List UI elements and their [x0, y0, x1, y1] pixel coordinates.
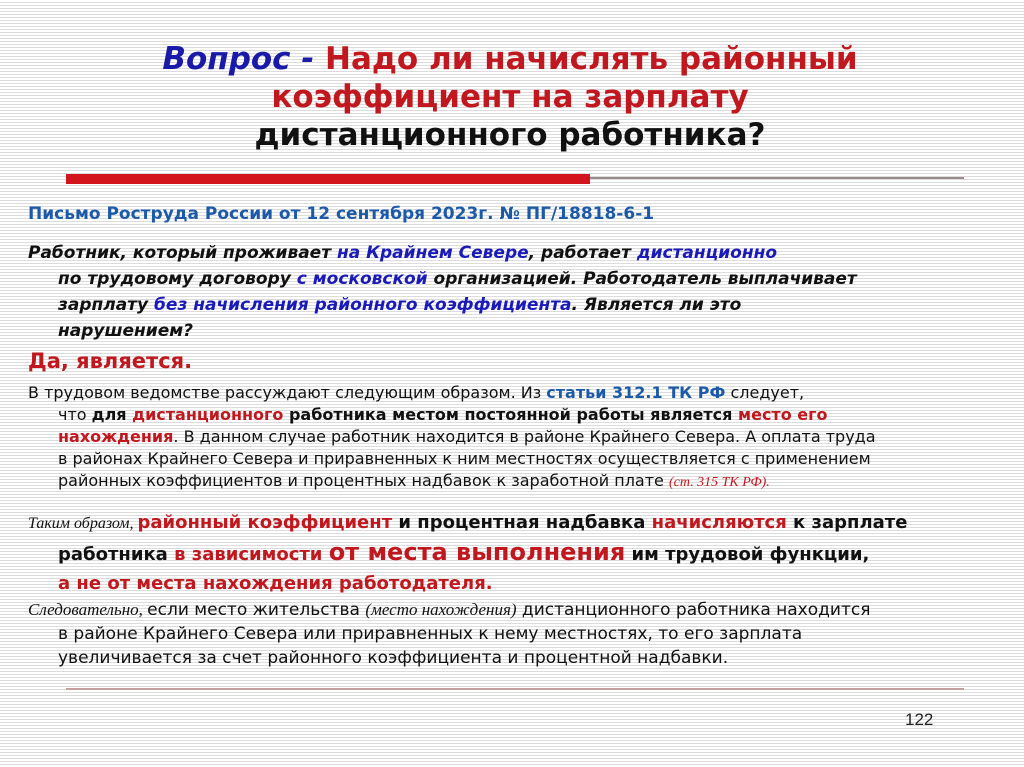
- conclusion-paragraph: [28, 508, 1018, 598]
- conclusion-highlight-place: от места выполнения: [328, 538, 626, 566]
- article-315-reference: (ст. 315 ТК РФ).: [668, 475, 770, 490]
- conclusion-highlight-accrued: начисляются: [651, 512, 787, 533]
- reasoning-paragraph: [28, 382, 1018, 494]
- title-underline-red: [66, 174, 590, 184]
- reasoning-text: районных коэффициентов и процентных надбавок к заработной плате: [58, 471, 669, 490]
- conclusion-highlight-employer: а не от места нахождения работодателя.: [58, 573, 493, 594]
- question-text: по трудовому договору: [58, 269, 297, 289]
- final-intro: Следовательно,: [28, 600, 148, 619]
- final-text: дистанционного работника находится: [516, 600, 871, 620]
- reasoning-bold: для: [91, 405, 133, 424]
- conclusion-intro: Таким образом,: [28, 515, 138, 532]
- title-question-label: Вопрос -: [162, 41, 326, 77]
- question-text: Работник, который проживает: [28, 243, 337, 263]
- final-text: в районе Крайнего Севера или приравненных к нему местностях, то его зарплата: [58, 624, 803, 644]
- footer-divider: [66, 688, 964, 690]
- question-text: зарплату: [58, 295, 155, 315]
- reasoning-text: . В данном случае работник находится в районе Крайнего Севера. А оплата труда: [173, 427, 876, 446]
- page-number: 122: [905, 710, 934, 729]
- question-paragraph: [28, 240, 1018, 344]
- conclusion-text: работника: [58, 544, 175, 565]
- final-aside: (место нахождения): [365, 600, 517, 619]
- question-highlight-coefficient: без начисления районного коэффициента: [154, 295, 572, 315]
- final-paragraph: [28, 598, 1018, 670]
- reasoning-bold: работника местом постоянной работы является: [283, 405, 739, 424]
- question-highlight-north: на Крайнем Севере: [336, 243, 529, 263]
- conclusion-text: к зарплате: [786, 512, 908, 533]
- conclusion-highlight-depending: в зависимости: [174, 544, 329, 565]
- question-text: организацией. Работодатель выплачивает: [427, 269, 857, 289]
- answer-heading: Да, является.: [28, 349, 193, 373]
- article-reference: статьи 312.1 ТК РФ: [546, 383, 726, 402]
- title-underline-grey: [590, 177, 964, 179]
- question-highlight-moscow: с московской: [296, 269, 428, 289]
- slide-title: [60, 40, 960, 154]
- reasoning-text: в районах Крайнего Севера и приравненных к ним местностях осуществляется с применением: [58, 449, 871, 468]
- reasoning-text: следует,: [725, 383, 805, 402]
- title-line-2: коэффициент на зарплату: [271, 79, 749, 115]
- reasoning-highlight-location: место его: [738, 405, 828, 424]
- source-reference: Письмо Роструда России от 12 сентября 2023г. № ПГ/18818-6-1: [28, 204, 655, 224]
- title-line-1: Надо ли начислять районный: [325, 41, 858, 77]
- reasoning-text: что: [58, 405, 92, 424]
- final-text: если место жительства: [147, 600, 366, 620]
- question-text: , работает: [528, 243, 637, 263]
- title-line-3: дистанционного работника?: [254, 117, 766, 153]
- question-text: . Является ли это: [571, 295, 742, 315]
- reasoning-highlight-remote: дистанционного: [132, 405, 284, 424]
- question-highlight-remote: дистанционно: [636, 243, 778, 263]
- conclusion-text: им трудовой функции,: [625, 544, 870, 565]
- conclusion-highlight-coefficient: районный коэффициент: [137, 512, 393, 533]
- reasoning-text: В трудовом ведомстве рассуждают следующим образом. Из: [28, 383, 547, 402]
- question-text: нарушением?: [58, 321, 193, 341]
- final-text: увеличивается за счет районного коэффициента и процентной надбавки.: [58, 648, 729, 668]
- reasoning-highlight-location: нахождения: [58, 427, 174, 446]
- conclusion-text: и процентная надбавка: [392, 512, 652, 533]
